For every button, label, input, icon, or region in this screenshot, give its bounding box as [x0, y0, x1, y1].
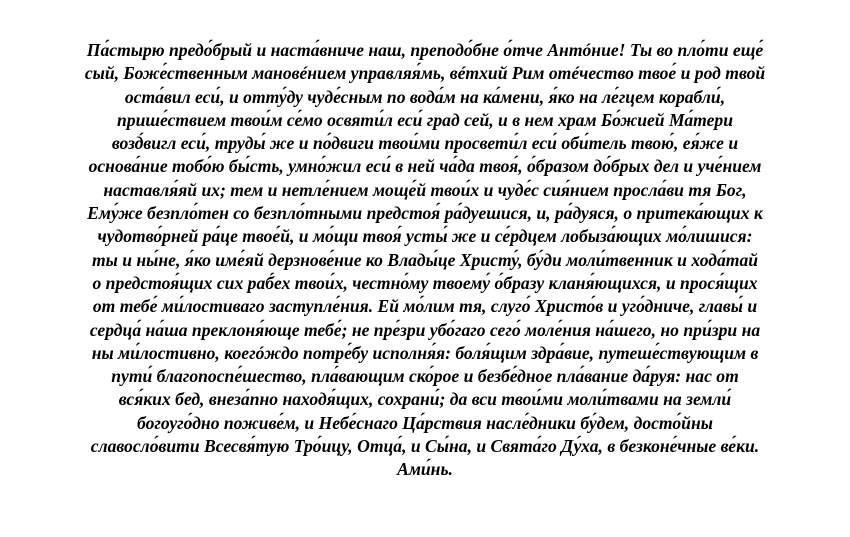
prayer-text	[20, 39, 830, 482]
prayer-line: ты и ны́не, я́ко име́яй дерзнове́ние ко Влады́це Христу́, бу́ди моли́твенник и хода́тай	[91, 249, 759, 270]
prayer-line: прише́ствием твои́м се́мо освяти́л еси́ град сей, и в нем храм Бо́жией Ма́тери	[116, 109, 734, 130]
prayer-line: сый, Боже́ственным мановéнием управляя́мь, вéтхий Рим отéчество твое́ и род твой	[84, 63, 766, 84]
prayer-line: Ами́нь.	[397, 459, 453, 480]
prayer-line: оста́вил еси́, и отту́ду чуде́сным по вода́м на ка́мени, я́ко на ле́гцем корабли́,	[124, 86, 726, 107]
prayer-line: наставля́яй их; тем и нетле́нием моще́й твои́х и чуде́с сия́нием просла́ви тя Бог,	[103, 179, 747, 200]
prayer-line: ны ми́лостивно, коегóждо потре́бу исполня́я: боля́щим здра́вие, путеше́ствующим в	[91, 342, 759, 363]
prayer-line: славосло́вити Всесвя́тую Тро́ицу, Отца́, и Сы́на, и Свята́го Ду́ха, в безконе́чные ве́ки.	[90, 436, 760, 457]
prayer-line: чудотво́рней ра́це твое́й, и мо́щи твоя́ усты́ же и се́рдцем лобыза́ющих мо́лишися:	[97, 226, 753, 247]
prayer-line: Ему́же безпло́тен со безпло́тными предстоя́ ра́дуешися, и, ра́дуяся, о притека́ющих к	[87, 203, 763, 224]
prayer-line: вся́ких бед, внеза́пно находя́щих, сохрани́; да вси твои́ми моли́твами на земли́	[118, 389, 732, 410]
prayer-line: пути́ благопоспе́шество, пла́вающим ско́рое и безбе́дное пла́вание да́руя: нас от	[111, 366, 739, 387]
prayer-line: сердца́ на́ша преклоня́юще тебе́; не пре́зри убо́гаго сего́ моле́ния на́шего, но при́зри на	[89, 319, 761, 340]
prayer-line: возд́вигл еси́, труды́ же и по́двиги твои́ми просвети́л еси́ оби́тель твою́, ея́же и	[111, 133, 739, 154]
prayer-line: от тебе́ ми́лостиваго заступле́ния. Ей мо́лим тя, слуго́ Христо́в и уго́дниче, главы́ и	[92, 296, 758, 317]
prayer-line: о предстоя́щих сих раб́ех твои́х, честно́му твоему́ о́бразу кланя́ющихся, и прося́щих	[92, 272, 758, 293]
prayer-line: Па́стырю предо́брый и наста́вниче наш, преподо́бне о́тче Антóние! Ты во пло́ти еще́	[86, 40, 764, 60]
prayer-line: основа́ние тобо́ю бы́сть, умно́жил еси́ в ней ча́да твоя́, о́бразом до́брых дел и уче́нием	[88, 156, 762, 177]
prayer-line: богоуго́дно поживе́м, и Небе́снаго Ца́рствия насле́дники бу́дем, досто́йны	[137, 412, 713, 433]
